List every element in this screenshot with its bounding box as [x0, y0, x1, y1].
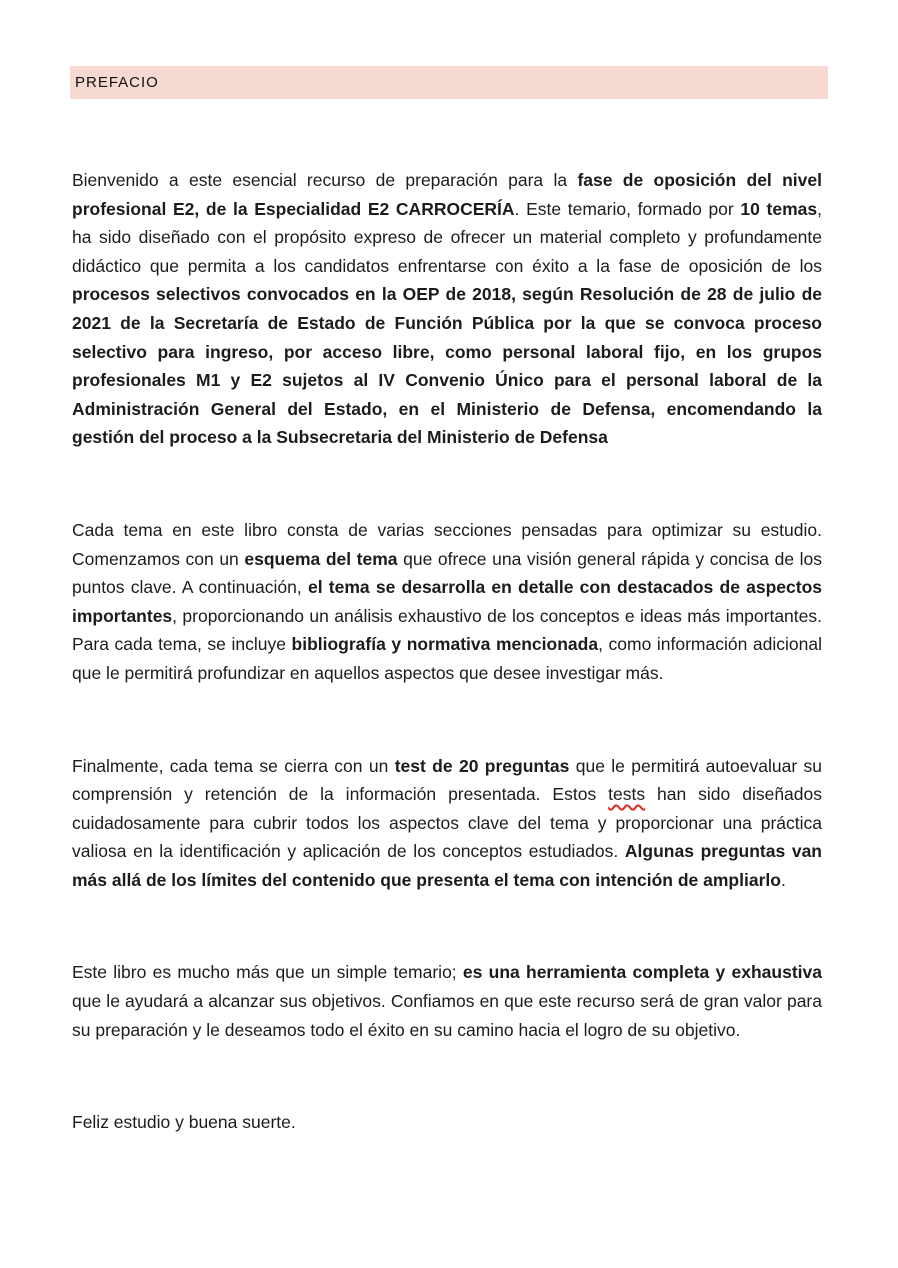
section-header-title: PREFACIO — [75, 74, 159, 91]
text-run: Bienvenido a este esencial recurso de preparación para la — [72, 170, 578, 190]
text-run: fase de oposición del nivel profesional E2, de la Especialidad E2 CARROCERÍA — [72, 170, 822, 219]
text-run: . Este temario, formado por — [514, 198, 741, 219]
text-run: el tema se desarrolla en detalle con destacados de aspectos importantes — [72, 577, 823, 626]
paragraph — [72, 166, 822, 452]
text-run: esquema del tema — [244, 548, 398, 569]
text-run: procesos selectivos convocados en la OEP de 2018, según Resolución de 28 de julio de 2021 de la Secretaría de Estado de Función Pública por la que se convoca proceso selectivo para ingreso, por acceso libre, como personal laboral fijo, en los grupos profesionales M1 y E2 sujetos al IV Convenio Único para el personal laboral de la Administración General del Estado, en el Ministerio de Defensa, encomendando la gestión del proceso a la Subsecretaria del Ministerio de Defensa — [72, 284, 822, 448]
text-run: Cada tema en este libro consta de varias secciones pensadas para optimizar su estudio. Comenzamos con un — [72, 519, 822, 569]
text-run: que le permitirá autoevaluar su comprensión y retención de la información presentada. Estos — [72, 755, 822, 805]
text-run: , como información adicional que le permitirá profundizar en aquellos aspectos que desee investigar más. — [72, 634, 822, 683]
section-header-bar — [70, 66, 828, 99]
text-run: que ofrece una visión general rápida y concisa de los puntos clave. A continuación, — [72, 548, 823, 598]
paragraph — [72, 516, 822, 688]
text-run: , proporcionando un análisis exhaustivo de los conceptos e ideas más importantes. Para cada tema, se incluye — [72, 605, 822, 655]
paragraph — [72, 752, 822, 895]
text-run: . — [780, 869, 786, 890]
paragraph — [72, 958, 822, 1044]
text-run: test de 20 preguntas — [394, 755, 570, 776]
text-run-spell-error: tests — [608, 784, 646, 805]
text-run: que le ayudará a alcanzar sus objetivos. Confiamos en que este recurso será de gran valor para su preparación y le deseamos todo el éxito en su camino hacia el logro de su objetivo. — [72, 991, 822, 1040]
text-run: bibliografía y normativa mencionada — [291, 634, 599, 655]
text-run: 10 temas — [740, 198, 818, 219]
text-run: es una herramienta completa y exhaustiva — [462, 962, 822, 983]
text-run: Algunas preguntas van más allá de los límites del contenido que presenta el tema con intención de ampliarlo — [72, 841, 822, 890]
text-run: Este libro es mucho más que un simple temario; — [72, 962, 463, 983]
text-run: , ha sido diseñado con el propósito expreso de ofrecer un material completo y profundamente didáctico que permita a los candidatos enfrentarse con éxito a la fase de oposición de los — [72, 198, 822, 276]
text-run: Finalmente, cada tema se cierra con un — [72, 755, 395, 776]
text-run: Feliz estudio y buena suerte. — [72, 1112, 296, 1133]
text-run: han sido diseñados cuidadosamente para cubrir todos los aspectos clave del tema y proporcionar una práctica valiosa en la identificación y aplicación de los conceptos estudiados. — [72, 784, 822, 862]
document-body — [72, 166, 822, 1137]
paragraph — [72, 1108, 822, 1137]
